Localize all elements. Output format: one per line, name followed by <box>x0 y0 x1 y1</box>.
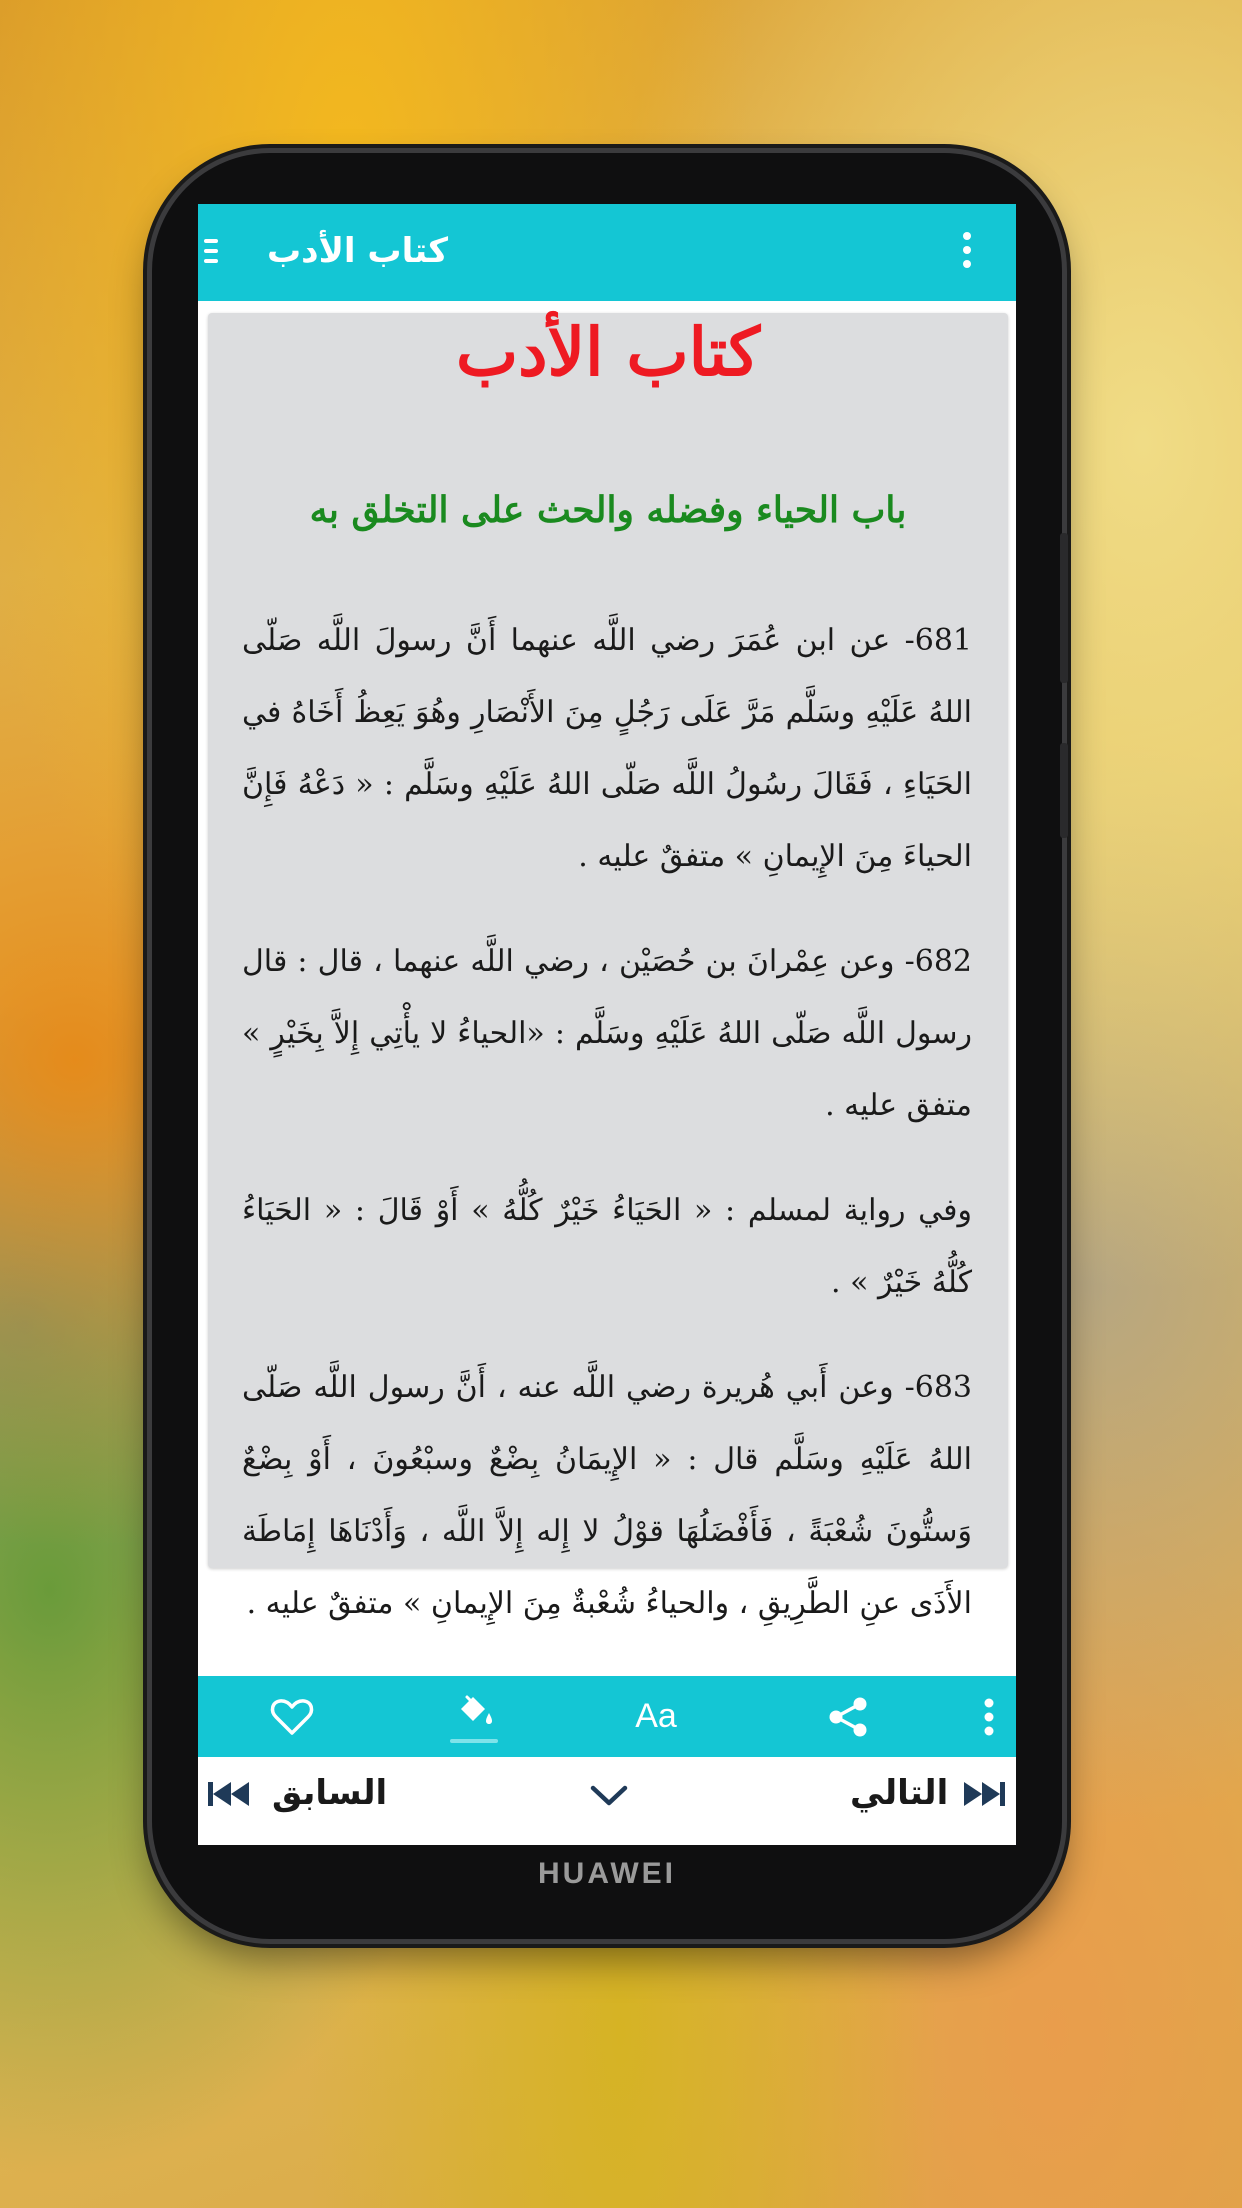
background-color-button[interactable] <box>446 1676 502 1757</box>
toolbar-more-button[interactable] <box>974 1676 1004 1757</box>
next-label[interactable]: التالي <box>850 1773 949 1813</box>
font-size-button[interactable] <box>616 1676 696 1757</box>
app-bar-title: كتاب الأدب <box>266 231 448 271</box>
paint-underline <box>450 1739 498 1743</box>
hadith-text <box>242 605 972 1673</box>
bottom-toolbar <box>198 1676 1016 1757</box>
more-vert-icon <box>983 1695 995 1739</box>
phone-screen <box>198 204 1016 1845</box>
paint-bucket-icon <box>453 1691 495 1731</box>
paragraph: 681- عن ابن عُمَرَ رضي اللَّه عنهما أَنَّ رسولَ اللَّه صَلّى اللهُ عَلَيْهِ وسَلَّم مَرَّ عَلَى رَجُلٍ مِنَ الأَنْصَارِ وهُوَ يَعِظُ أَخَاهُ في الحَيَاءِ ، فَقَالَ رسُولُ اللَّه صَلّى اللهُ عَلَيْهِ وسَلَّم : « دَعْهُ فَإِنَّ الحياءَ مِنَ الإِيمانِ » متفقٌ عليه . <box>242 623 972 874</box>
power-button <box>1060 743 1068 838</box>
paragraph: 683- وعن أَبي هُريرة رضي اللَّه عنه ، أَنَّ رسول اللَّه صَلّى اللهُ عَلَيْهِ وسَلَّم قال : « الإِيمَانُ بِضْعٌ وسبْعُونَ ، أَوْ بِضْعٌ وَستُّونَ شُعْبَةً ، فَأَفْضَلُهَا قوْلُ لا إِله إِلاَّ اللَّه ، وَأَدْنَاهَا إِمَاطَة الأَذَى عنِ الطَّرِيقِ ، والحياءُ شُعْبةٌ مِنَ الإِيمانِ » متفقٌ عليه . <box>242 1370 972 1621</box>
font-size-label: Aa <box>635 1697 677 1735</box>
device-brand: HUAWEI <box>538 1857 676 1890</box>
content-subtitle: باب الحياء وفضله والحث على التخلق به <box>309 489 907 531</box>
share-button[interactable] <box>818 1676 878 1757</box>
collapse-button[interactable] <box>589 1783 629 1813</box>
heart-icon <box>270 1697 314 1737</box>
volume-button <box>1060 533 1068 683</box>
share-icon <box>824 1693 872 1741</box>
content-title: كتاب الأدب <box>455 313 761 391</box>
app-bar <box>198 204 1016 301</box>
previous-button[interactable] <box>208 1779 254 1813</box>
paragraph: 682- وعن عِمْرانَ بن حُصَيْن ، رضي اللَّه عنهما ، قال : قال رسول اللَّه صَلّى اللهُ عَلَيْهِ وسَلَّم : «الحياءُ لا يأْتِي إِلاَّ بِخَيْرٍ » متفق عليه . <box>242 944 972 1123</box>
hamburger-menu-icon[interactable] <box>204 239 218 267</box>
skip-first-icon <box>208 1779 254 1809</box>
more-vert-icon[interactable] <box>960 232 974 276</box>
paragraph: وفي رواية لمسلم : « الحَيَاءُ خَيْرٌ كُلُّهُ » أَوْ قَالَ : « الحَيَاءُ كُلُّهُ خَيْرٌ » . <box>242 1193 972 1300</box>
previous-label[interactable]: السابق <box>272 1773 388 1813</box>
navigation-bar <box>198 1757 1016 1845</box>
skip-last-icon <box>964 1779 1010 1809</box>
content-card <box>208 313 1008 1621</box>
next-button[interactable] <box>964 1779 1010 1813</box>
favorite-button[interactable] <box>256 1676 328 1757</box>
phone-frame <box>152 153 1062 1939</box>
chevron-down-icon <box>589 1783 629 1809</box>
